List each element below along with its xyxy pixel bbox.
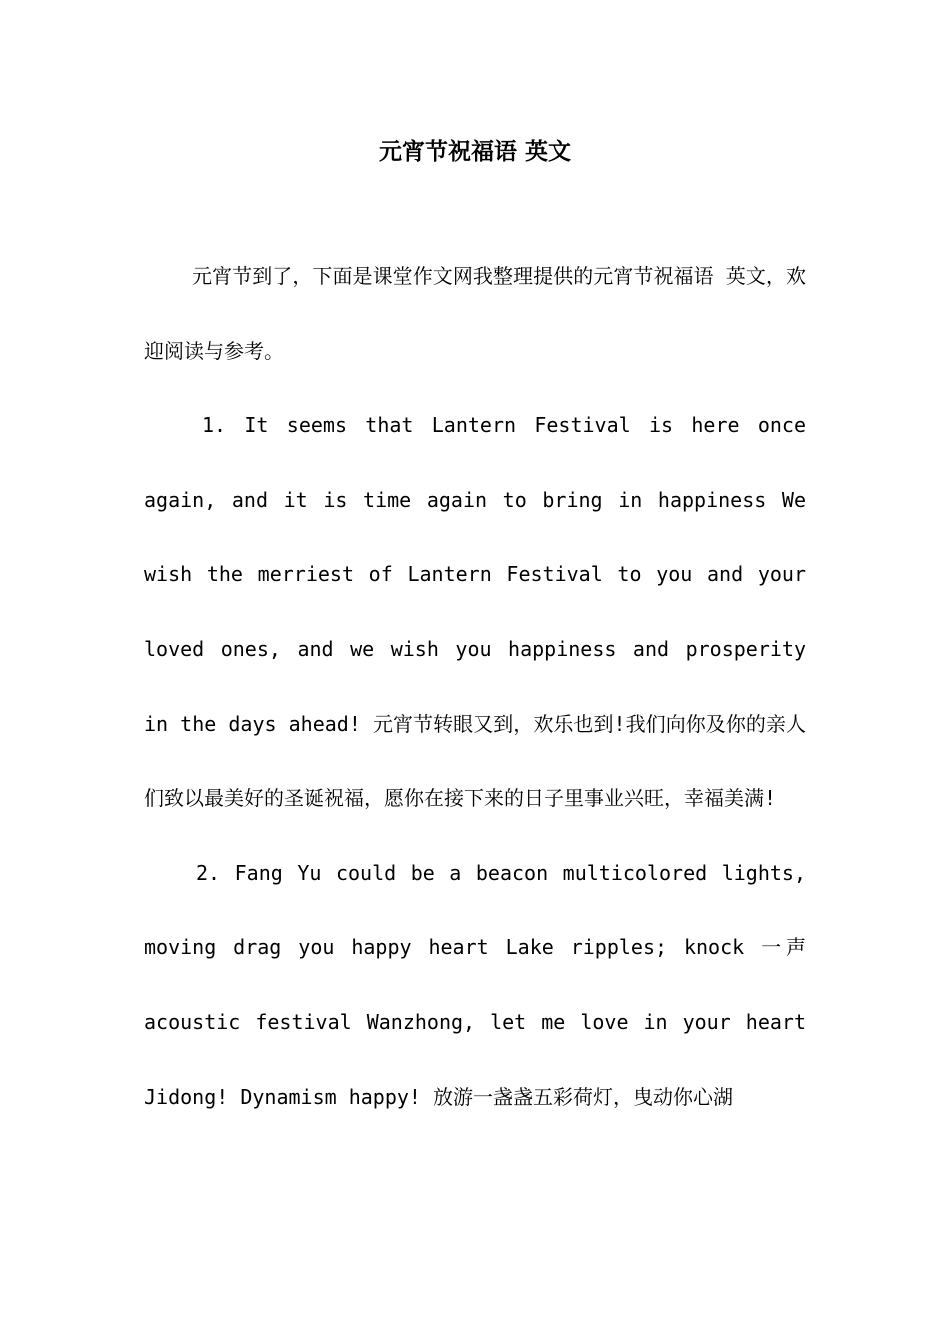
document-title: 元宵节祝福语 英文 bbox=[378, 138, 571, 165]
intro-paragraph: 元宵节到了，下面是课堂作文网我整理提供的元宵节祝福语 英文，欢迎阅读与参考。 bbox=[144, 264, 806, 363]
greeting-paragraph-1: 1. It seems that Lantern Festival is here once again, and it is time again to bring in happiness We wish the merriest of Lantern Festival to you and your loved ones, and we wish you happiness and prosperity in the days ahead! 元宵节转眼又到，欢乐也到!我们向你及你的亲人们致以最美好的圣诞祝福，愿你在接下来的日子里事业兴旺，幸福美满! bbox=[144, 413, 806, 811]
document-body bbox=[144, 239, 806, 1134]
greeting-paragraph-2: 2. Fang Yu could be a beacon multicolored lights, moving drag you happy heart Lake ripples; knock 一声 acoustic festival Wanzhong, let me love in your heart Jidong! Dynamism happy! 放游一盏盏五彩荷灯，曳动你心湖 bbox=[144, 860, 806, 1109]
